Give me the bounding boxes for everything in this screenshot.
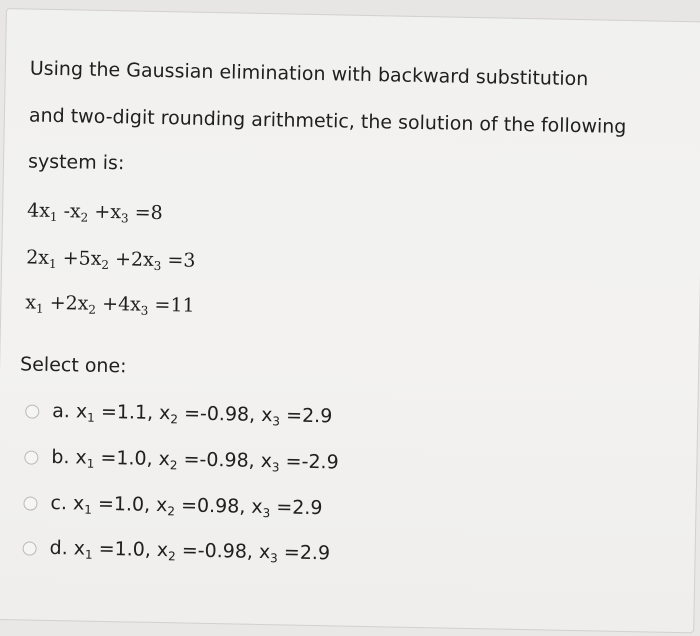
option-d-text: d. $x_1 =1.0$, $x_2 =-0.98$, $x_3 =2.9$ — [49, 536, 331, 566]
option-a-text: a. $x_1 =1.1$, $x_2 =-0.98$, $x_3 =2.9$ — [52, 399, 333, 429]
option-c[interactable] — [23, 491, 322, 521]
equation-2: $2x_1 +5x_2 +2x_3 =3$ — [26, 246, 196, 274]
option-d[interactable] — [22, 536, 330, 566]
question-text-line-2: and two-digit rounding arithmetic, the solution of the following — [28, 104, 627, 138]
radio-button-d[interactable] — [22, 541, 36, 555]
select-one-label: Select one: — [19, 353, 127, 378]
radio-button-a[interactable] — [25, 404, 39, 418]
question-text-line-1: Using the Gaussian elimination with backward substitution — [29, 57, 589, 91]
radio-button-b[interactable] — [24, 450, 38, 464]
equation-1: $4x_1$ $-x_2 +x_3 =8$ — [26, 199, 163, 226]
radio-button-c[interactable] — [23, 496, 37, 510]
option-b[interactable] — [24, 445, 339, 475]
question-text-line-3: system is: — [27, 150, 125, 175]
equation-3: $x_1 +2x_2 +4x_3 =11$ — [25, 291, 195, 318]
option-b-text: b. $x_1 =1.0$, $x_2 =-0.98$, $x_3 =-2.9$ — [51, 445, 339, 475]
option-c-text: c. $x_1 =1.0$, $x_2 =0.98$, $x_3 =2.9$ — [50, 491, 323, 521]
question-card — [0, 8, 700, 633]
option-a[interactable] — [25, 399, 332, 429]
